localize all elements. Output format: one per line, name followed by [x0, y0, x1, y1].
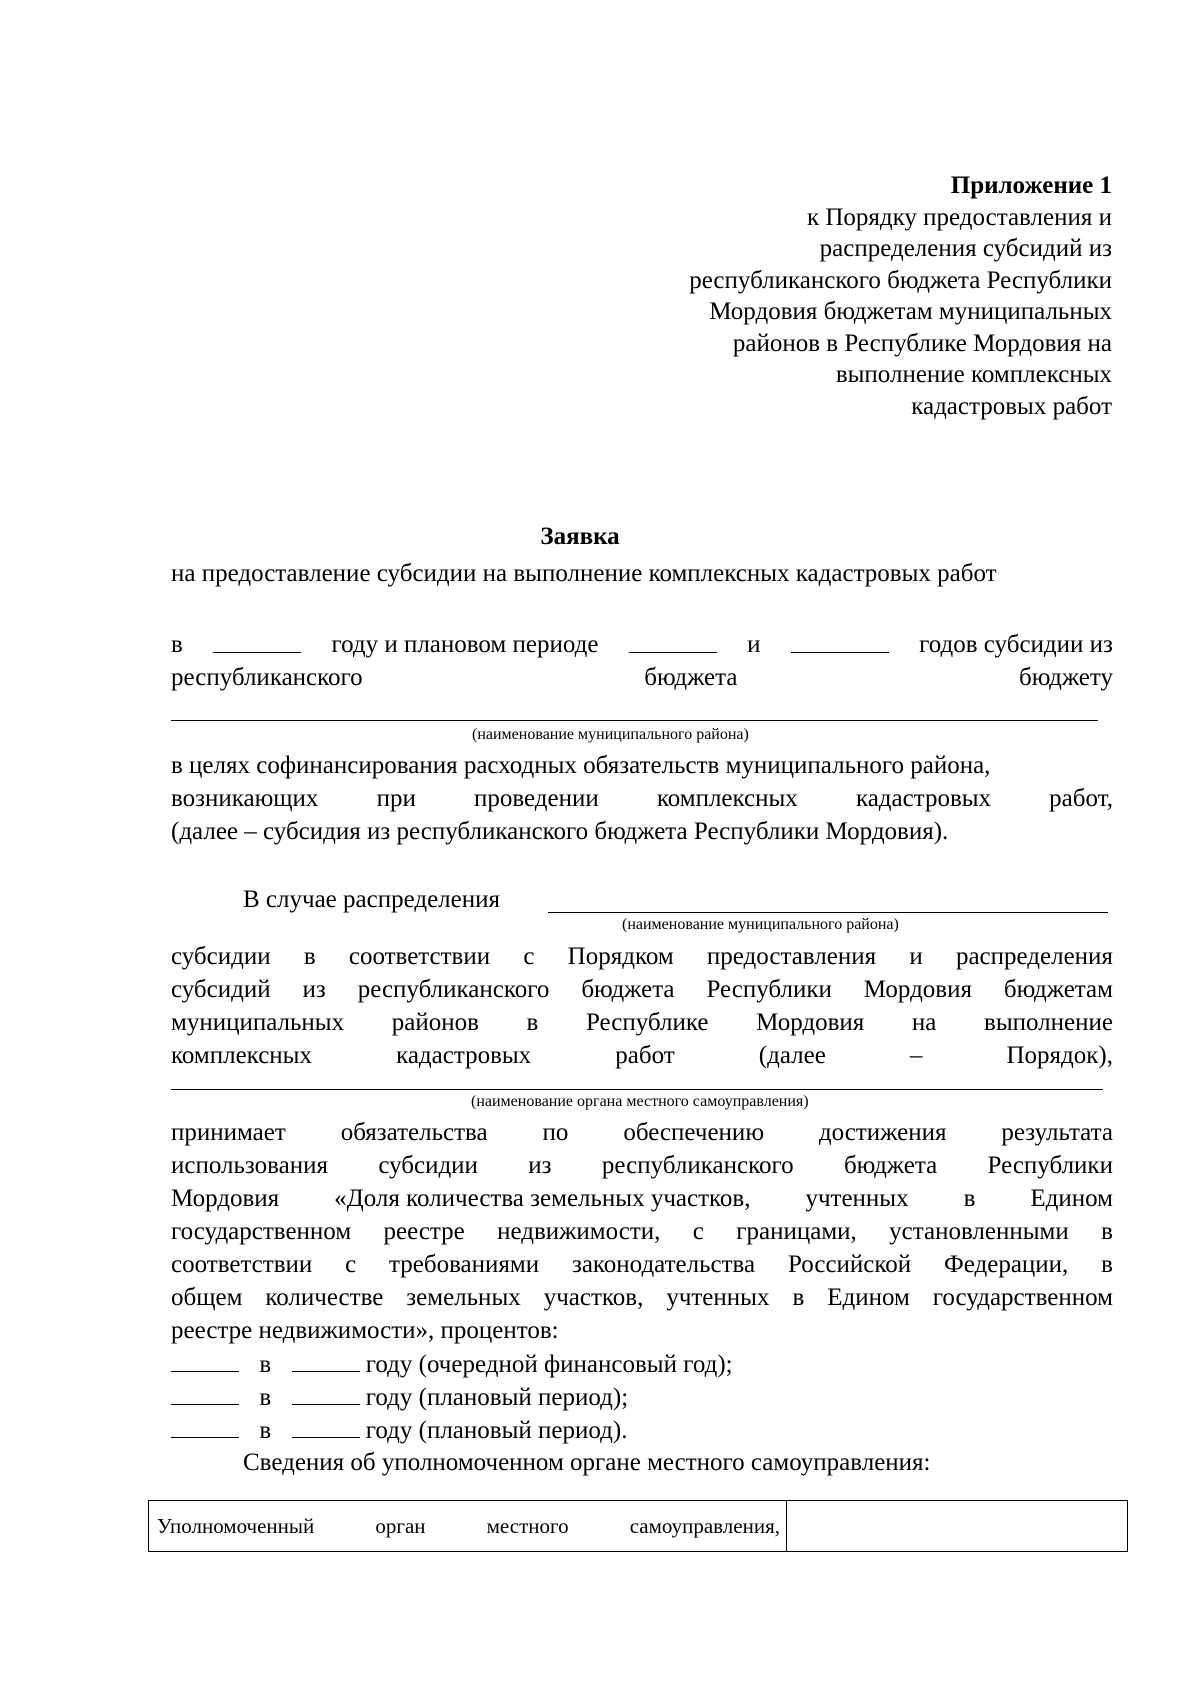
distribution-lead: В случае распределения [243, 886, 500, 913]
obligation-line: соответствии с требованиями законодательства Российской Федерации, в [171, 1251, 1113, 1278]
table-value-cell[interactable] [787, 1501, 1127, 1551]
year-row: в году (плановый период); [171, 1382, 628, 1413]
plan-year-2-blank[interactable] [791, 630, 889, 653]
plan-year-1-blank[interactable] [629, 630, 717, 653]
district-name-line[interactable] [171, 720, 1098, 721]
year-row: в году (очередной финансовый год); [171, 1349, 733, 1380]
appendix-line: республиканского бюджета Республики [689, 266, 1112, 294]
district-name-line-2[interactable] [548, 912, 1108, 913]
obligation-line: Мордовия «Доля количества земельных участков, учтенных в Едином [171, 1185, 1113, 1212]
authority-info-table [148, 1500, 1128, 1552]
purpose-line: возникающих при проведении комплексных кадастровых работ, [171, 785, 1113, 812]
appendix-header [512, 170, 1112, 422]
appendix-number: Приложение 1 [950, 172, 1112, 199]
percent-blank[interactable] [171, 1382, 239, 1405]
district-caption: (наименование муниципального района) [472, 726, 749, 743]
obligation-line: государственном реестре недвижимости, с границами, установленными в [171, 1218, 1113, 1245]
appendix-line: кадастровых работ [911, 392, 1112, 420]
appendix-line: распределения субсидий из [819, 235, 1112, 262]
percent-blank[interactable] [171, 1415, 239, 1438]
distribution-line: субсидии в соответствии с Порядком предоставления и распределения [171, 943, 1113, 970]
period-line-2: республиканского бюджета бюджету [171, 664, 1113, 691]
distribution-line: комплексных кадастровых работ (далее – Порядок), [171, 1042, 1113, 1069]
obligation-line: использования субсидии из республиканского бюджета Республики [171, 1152, 1113, 1179]
appendix-line: Мордовия бюджетам муниципальных [709, 298, 1112, 325]
obligation-line: реестре недвижимости», процентов: [171, 1317, 559, 1344]
table-label-cell: Уполномоченный орган местного самоуправления, [149, 1501, 787, 1551]
authority-caption: (наименование органа местного самоуправления) [471, 1093, 809, 1110]
appendix-line: к Порядку предоставления и [806, 203, 1112, 231]
distribution-line: субсидий из республиканского бюджета Республики Мордовия бюджетам [171, 976, 1113, 1003]
period-line: в году и плановом периоде и годов субсидии из [171, 631, 1113, 658]
document-title: Заявка [540, 523, 620, 550]
appendix-line: выполнение комплексных [835, 361, 1112, 388]
district-caption-2: (наименование муниципального района) [622, 916, 899, 933]
distribution-line: муниципальных районов в Республике Мордовия на выполнение [171, 1009, 1113, 1036]
year-blank[interactable] [292, 1382, 360, 1405]
obligation-line: общем количестве земельных участков, учтенных в Едином государственном [171, 1284, 1113, 1311]
year-blank[interactable] [292, 1349, 360, 1372]
appendix-line: районов в Республике Мордовия на [732, 329, 1112, 357]
purpose-line: (далее – субсидия из республиканского бюджета Республики Мордовия). [171, 818, 949, 845]
year-row: в году (плановый период). [171, 1415, 627, 1446]
percent-blank[interactable] [171, 1349, 239, 1372]
obligation-line: принимает обязательства по обеспечению достижения результата [171, 1119, 1113, 1146]
purpose-line: в целях софинансирования расходных обязательств муниципального района, [171, 752, 991, 779]
authority-name-line[interactable] [171, 1089, 1103, 1090]
document-subtitle: на предоставление субсидии на выполнение комплексных кадастровых работ [171, 560, 997, 587]
year-blank[interactable] [213, 630, 301, 653]
info-heading: Сведения об уполномоченном органе местного самоуправления: [243, 1449, 931, 1476]
year-blank[interactable] [292, 1415, 360, 1438]
